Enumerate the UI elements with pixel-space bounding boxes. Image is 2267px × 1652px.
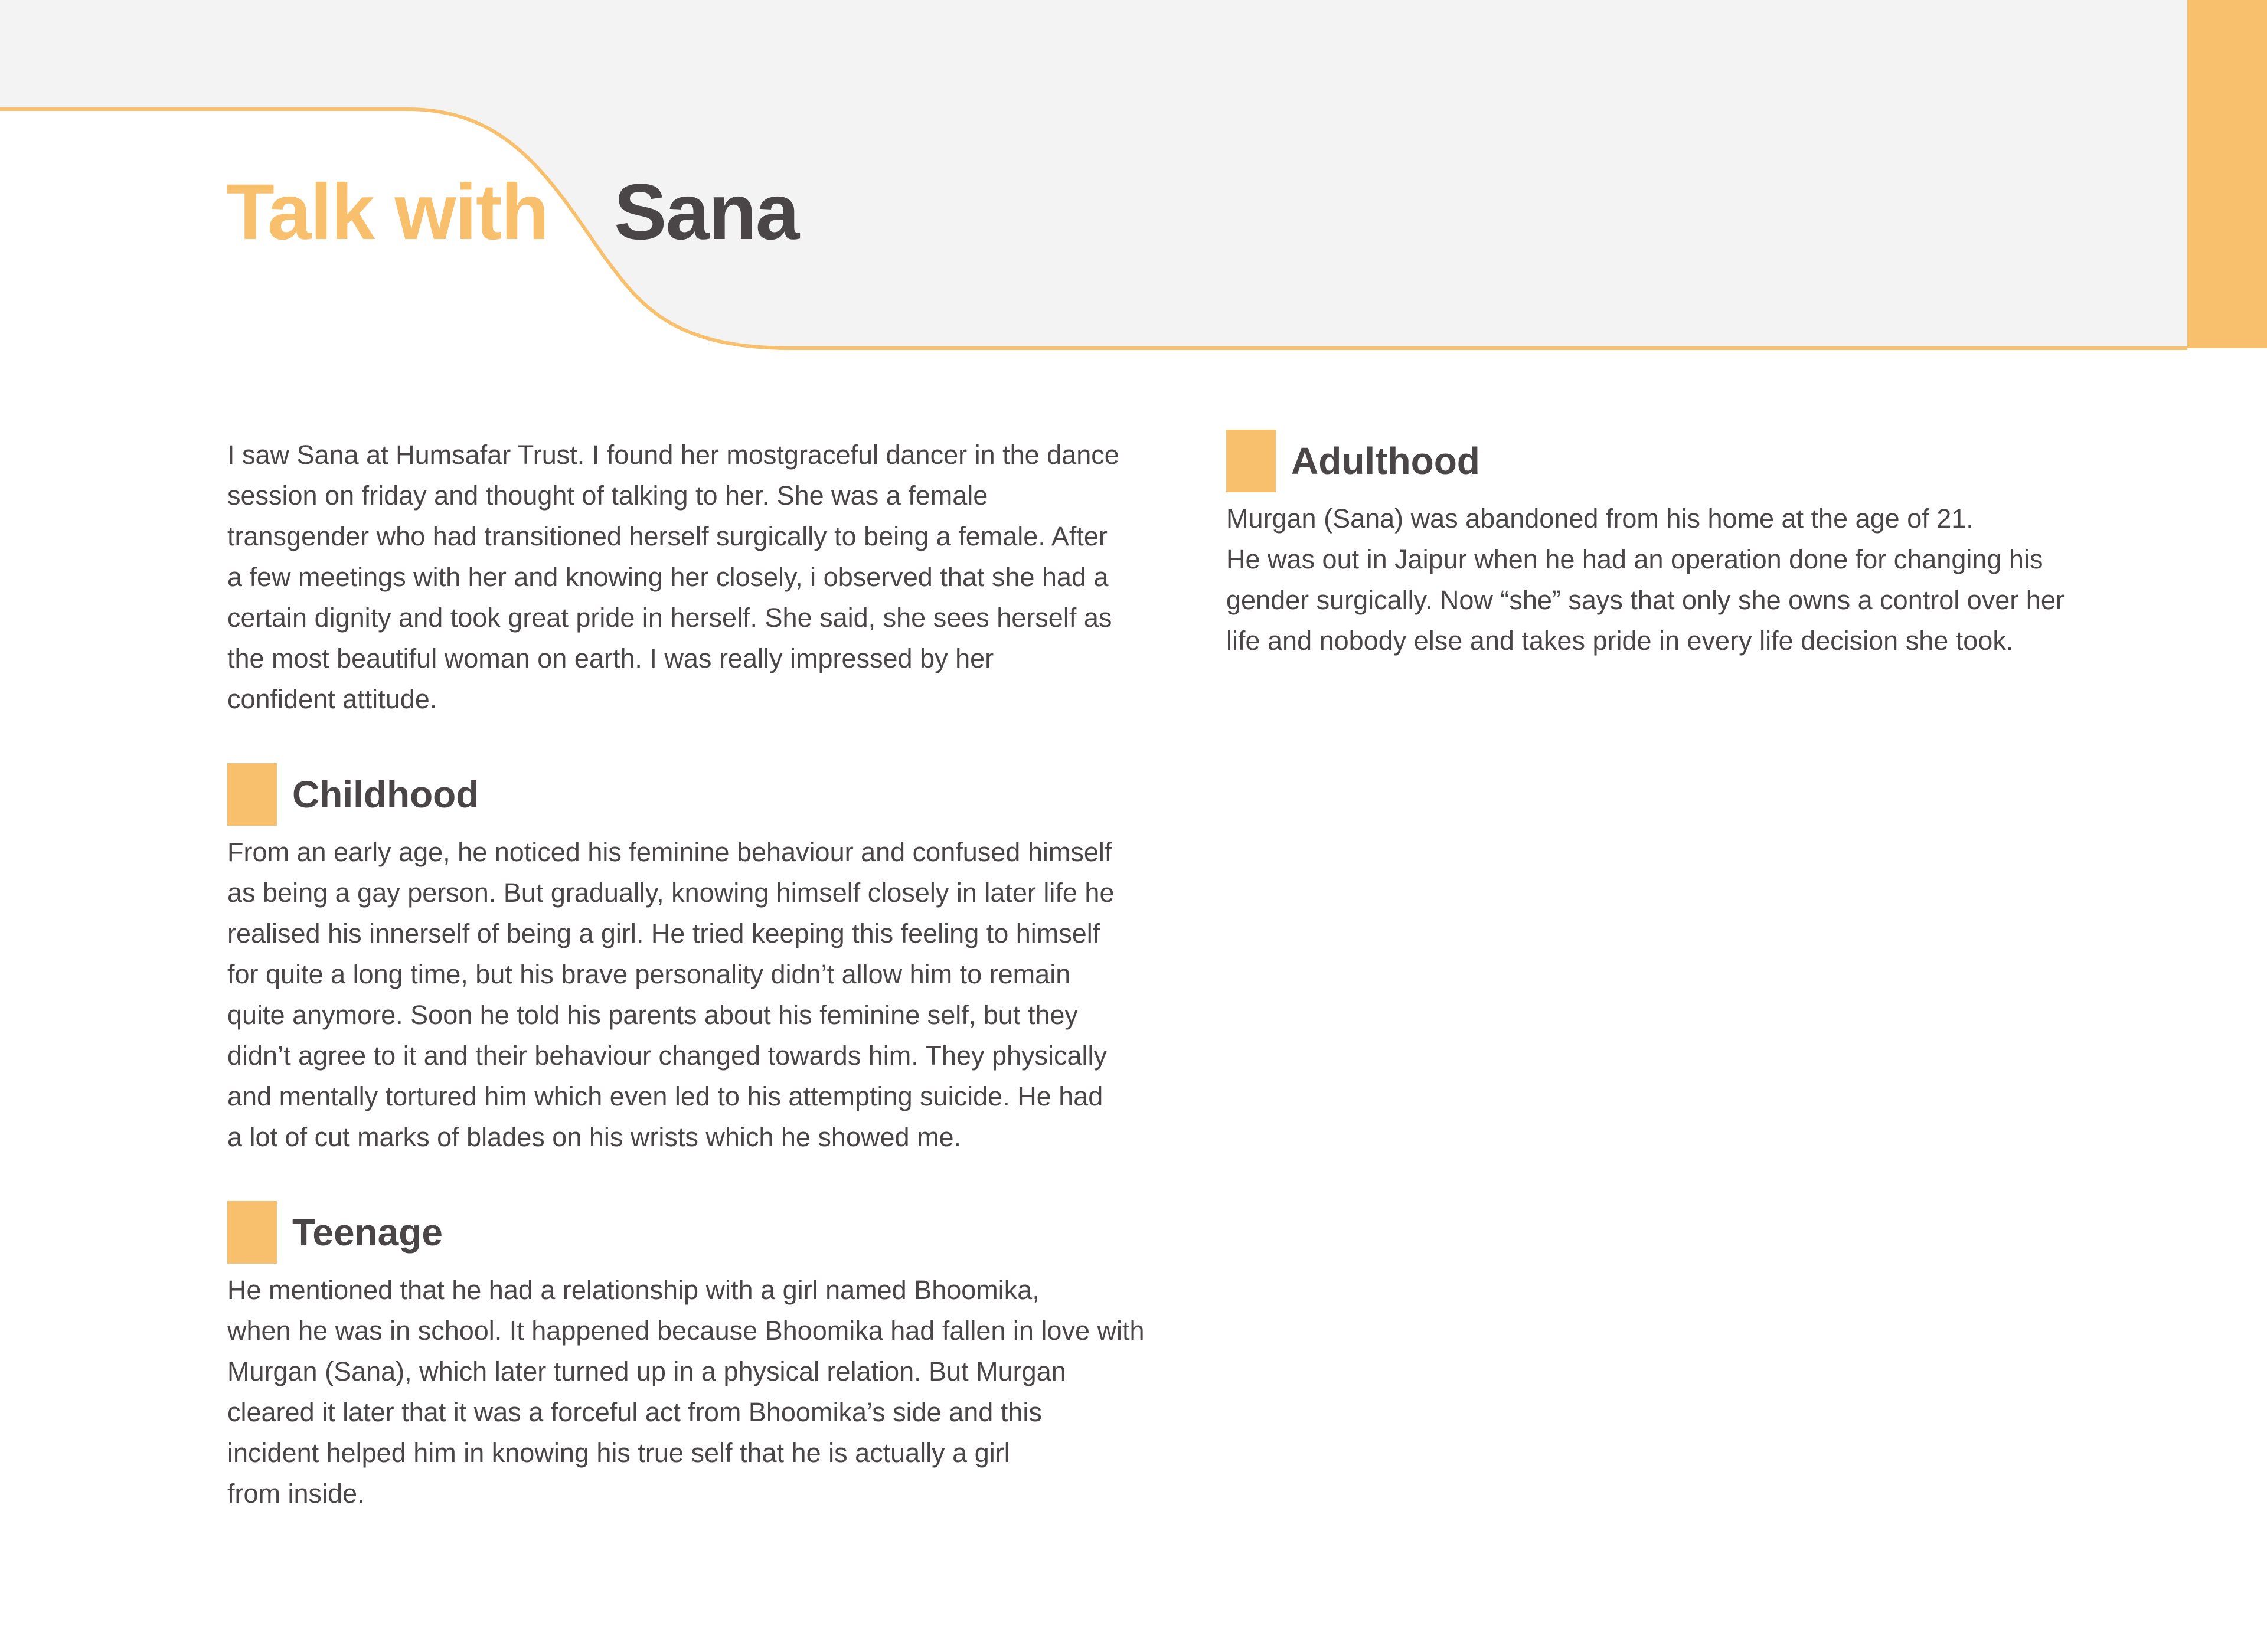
page-title-prefix: Talk with <box>226 168 548 256</box>
adulthood-paragraph: Murgan (Sana) was abandoned from his home at the age of 21. He was out in Jaipur when he had an operation done for changing his gender surgically. Now “she” says that only she owns a control over her life and nobody else and takes pride in every life decision she took. <box>1226 503 2065 656</box>
section-marker <box>1226 430 1276 492</box>
header-side-bar <box>2187 0 2267 348</box>
section-title-childhood: Childhood <box>292 773 479 816</box>
section-title-teenage: Teenage <box>292 1211 443 1254</box>
page-title-name: Sana <box>614 168 799 256</box>
teenage-paragraph: He mentioned that he had a relationship with a girl named Bhoomika, when he was in school. It happened because Bhoomika had fallen in love with Murgan (Sana), which later turned up in a physical relation. But Murgan cleared it later that it was a forceful act from Bhoomika’s side and this incident helped him in knowing his true self that he is actually a girl from inside. <box>227 1275 1145 1509</box>
intro-paragraph: I saw Sana at Humsafar Trust. I found her mostgraceful dancer in the dance session on friday and thought of talking to her. She was a female transgender who had transitioned herself surgically to being a female. After a few meetings with her and knowing her closely, i observed that she had a certain dignity and took great pride in herself. She said, she sees herself as the most beautiful woman on earth. I was really impressed by her confident attitude. <box>227 440 1119 714</box>
section-adulthood <box>1226 430 2118 661</box>
section-marker <box>227 763 277 826</box>
section-heading <box>227 1201 1160 1264</box>
section-heading <box>227 763 1160 826</box>
section-teenage <box>227 1201 1160 1514</box>
section-heading <box>1226 430 2118 492</box>
childhood-paragraph: From an early age, he noticed his feminine behaviour and confused himself as being a gay person. But gradually, knowing himself closely in later life he realised his innerself of being a girl. He tried keeping this feeling to himself for quite a long time, but his brave personality didn’t allow him to remain quite anymore. Soon he told his parents about his feminine self, but they didn’t agree to it and their behaviour changed towards him. They physically and mentally tortured him which even led to his attempting suicide. He had a lot of cut marks of blades on his wrists which he showed me. <box>227 837 1115 1152</box>
section-childhood <box>227 763 1160 1157</box>
section-marker <box>227 1201 277 1264</box>
right-column <box>1226 430 2118 661</box>
left-column <box>227 434 1160 1514</box>
section-title-adulthood: Adulthood <box>1291 440 1480 482</box>
